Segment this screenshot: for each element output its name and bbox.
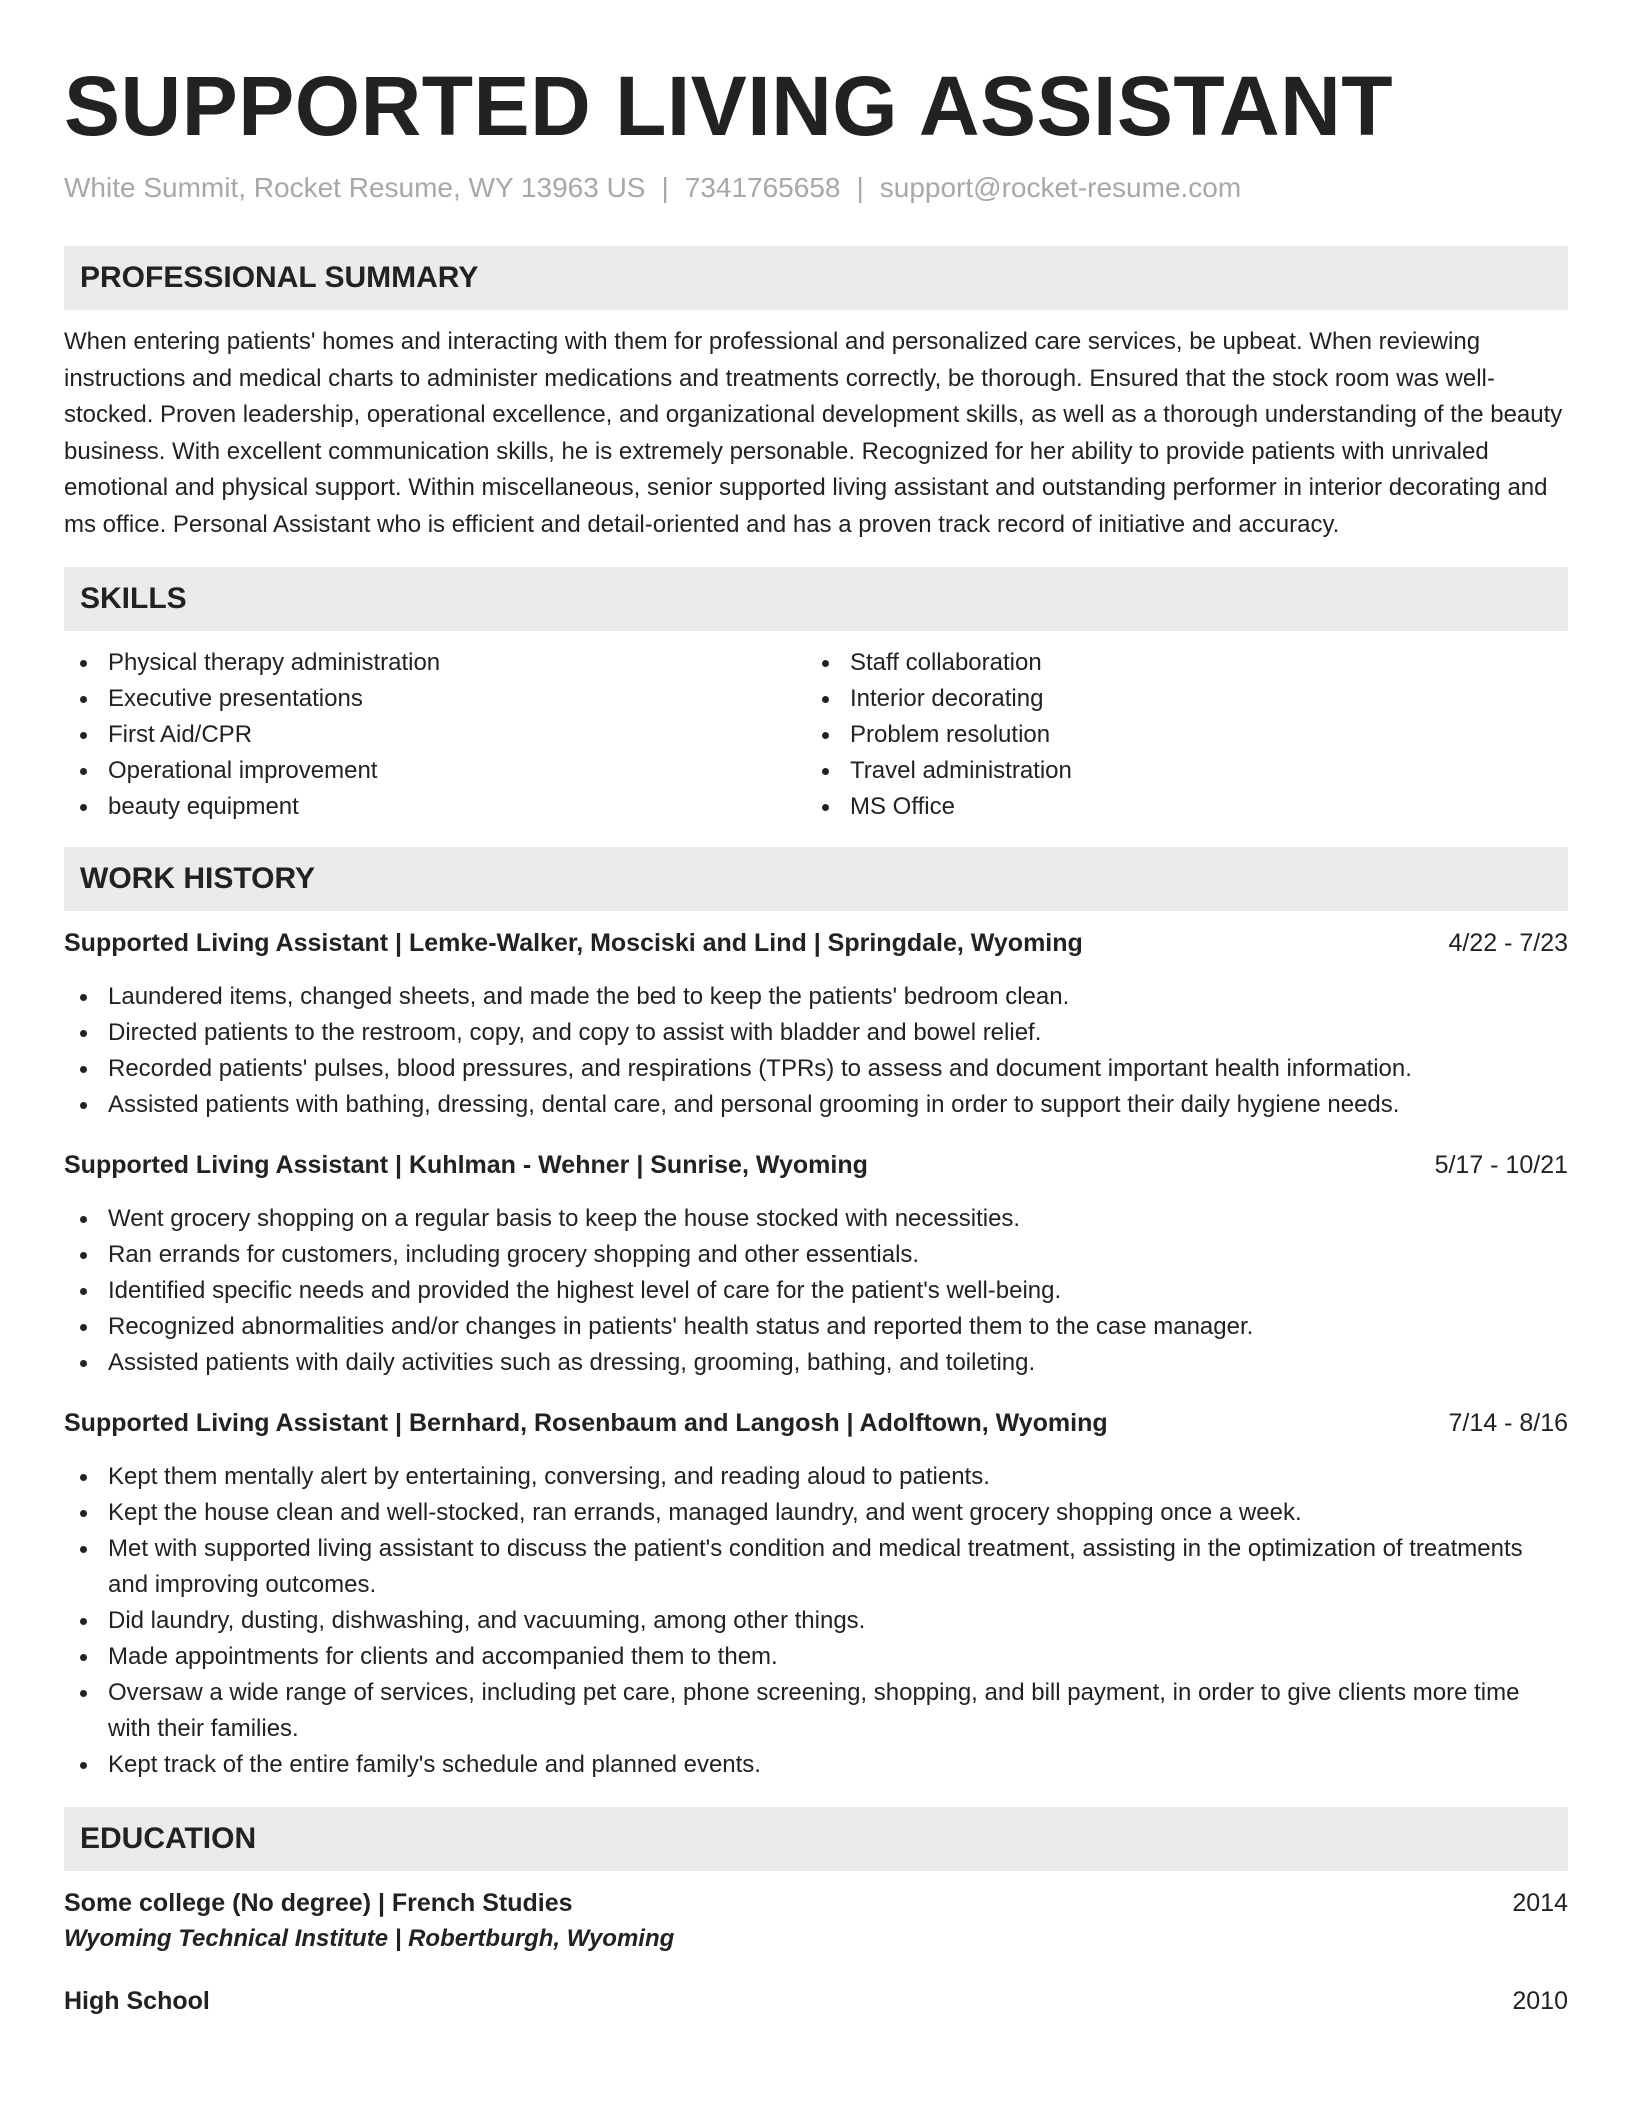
job-bullets	[64, 1459, 1568, 1783]
section-header-summary: PROFESSIONAL SUMMARY	[64, 246, 1568, 310]
job-bullet: Ran errands for customers, including grocery shopping and other essentials.	[64, 1237, 1568, 1273]
skills-list-right	[806, 645, 1548, 825]
job-bullet: Kept them mentally alert by entertaining, conversing, and reading aloud to patients.	[64, 1459, 1568, 1495]
education-year: 2014	[1512, 1889, 1568, 1917]
job-header	[64, 1147, 1568, 1183]
skill-item: Interior decorating	[806, 681, 1548, 717]
skill-item: First Aid/CPR	[64, 717, 806, 753]
job-entry	[64, 1147, 1568, 1381]
job-entry	[64, 925, 1568, 1123]
job-bullet: Recognized abnormalities and/or changes in patients' health status and reported them to the case manager.	[64, 1309, 1568, 1345]
skills-grid	[64, 645, 1568, 825]
skill-item: Operational improvement	[64, 753, 806, 789]
job-bullet: Laundered items, changed sheets, and made the bed to keep the patients' bedroom clean.	[64, 979, 1568, 1015]
summary-text: When entering patients' homes and interacting with them for professional and personalized care services, be upbeat. When reviewing instructions and medical charts to administer medications and treatments correctly, be thorough. Ensured that the stock room was well-stocked. Proven leadership, operational excellence, and organizational development skills, as well as a thorough understanding of the beauty business. With excellent communication skills, he is extremely personable. Recognized for her ability to provide patients with unrivaled emotional and physical support. Within miscellaneous, senior supported living assistant and outstanding performer in interior decorating and ms office. Personal Assistant who is efficient and detail-oriented and has a proven track record of initiative and accuracy.	[64, 328, 1563, 538]
job-bullet: Made appointments for clients and accompanied them to them.	[64, 1639, 1568, 1675]
section-header-work: WORK HISTORY	[64, 847, 1568, 911]
job-dates: 5/17 - 10/21	[1434, 1151, 1568, 1179]
resume-page	[64, 0, 1568, 2019]
job-bullet: Recorded patients' pulses, blood pressures, and respirations (TPRs) to assess and document important health information.	[64, 1051, 1568, 1087]
job-header	[64, 1405, 1568, 1441]
job-bullets	[64, 979, 1568, 1123]
section-header-skills: SKILLS	[64, 567, 1568, 631]
education-header	[64, 1885, 1568, 1921]
job-bullet: Kept the house clean and well-stocked, ran errands, managed laundry, and went grocery shopping once a week.	[64, 1495, 1568, 1531]
education-degree: High School	[64, 1987, 210, 2015]
contact-separator: |	[661, 172, 669, 203]
job-bullet: Oversaw a wide range of services, including pet care, phone screening, shopping, and bill payment, in order to give clients more time with their families.	[64, 1675, 1568, 1747]
job-bullet: Assisted patients with bathing, dressing, dental care, and personal grooming in order to support their daily hygiene needs.	[64, 1087, 1568, 1123]
skill-item: Problem resolution	[806, 717, 1548, 753]
education-entry	[64, 1885, 1568, 1957]
job-bullet: Kept track of the entire family's schedule and planned events.	[64, 1747, 1568, 1783]
job-dates: 4/22 - 7/23	[1448, 929, 1568, 957]
skill-item: Physical therapy administration	[64, 645, 806, 681]
section-header-education: EDUCATION	[64, 1807, 1568, 1871]
contact-address: White Summit, Rocket Resume, WY 13963 US	[64, 172, 646, 203]
job-entry	[64, 1405, 1568, 1783]
job-bullet: Did laundry, dusting, dishwashing, and vacuuming, among other things.	[64, 1603, 1568, 1639]
job-dates: 7/14 - 8/16	[1448, 1409, 1568, 1437]
contact-line	[64, 170, 1568, 206]
skill-item: Staff collaboration	[806, 645, 1548, 681]
job-title: Supported Living Assistant | Bernhard, Rosenbaum and Langosh | Adolftown, Wyoming	[64, 1409, 1108, 1437]
education-entry	[64, 1983, 1568, 2019]
education-year: 2010	[1512, 1987, 1568, 2015]
education-school: Wyoming Technical Institute | Robertburgh, Wyoming	[64, 1925, 675, 1952]
education-degree: Some college (No degree) | French Studies	[64, 1889, 573, 1917]
job-bullet: Met with supported living assistant to discuss the patient's condition and medical treatment, assisting in the optimization of treatments and improving outcomes.	[64, 1531, 1568, 1603]
job-bullet: Assisted patients with daily activities such as dressing, grooming, bathing, and toileting.	[64, 1345, 1568, 1381]
skill-item: Travel administration	[806, 753, 1548, 789]
contact-email: support@rocket-resume.com	[879, 172, 1242, 203]
job-header	[64, 925, 1568, 961]
skill-item: beauty equipment	[64, 789, 806, 825]
contact-phone: 7341765658	[684, 172, 841, 203]
job-title: Supported Living Assistant | Kuhlman - Wehner | Sunrise, Wyoming	[64, 1151, 868, 1179]
job-bullet: Identified specific needs and provided the highest level of care for the patient's well-being.	[64, 1273, 1568, 1309]
skill-item: Executive presentations	[64, 681, 806, 717]
education-header	[64, 1983, 1568, 2019]
job-bullets	[64, 1201, 1568, 1381]
job-title: Supported Living Assistant | Lemke-Walker, Mosciski and Lind | Springdale, Wyoming	[64, 929, 1083, 957]
job-bullet: Directed patients to the restroom, copy, and copy to assist with bladder and bowel relief.	[64, 1015, 1568, 1051]
skills-list-left	[64, 645, 806, 825]
skill-item: MS Office	[806, 789, 1548, 825]
resume-name: SUPPORTED LIVING ASSISTANT	[64, 59, 1394, 153]
contact-separator: |	[856, 172, 864, 203]
job-bullet: Went grocery shopping on a regular basis to keep the house stocked with necessities.	[64, 1201, 1568, 1237]
